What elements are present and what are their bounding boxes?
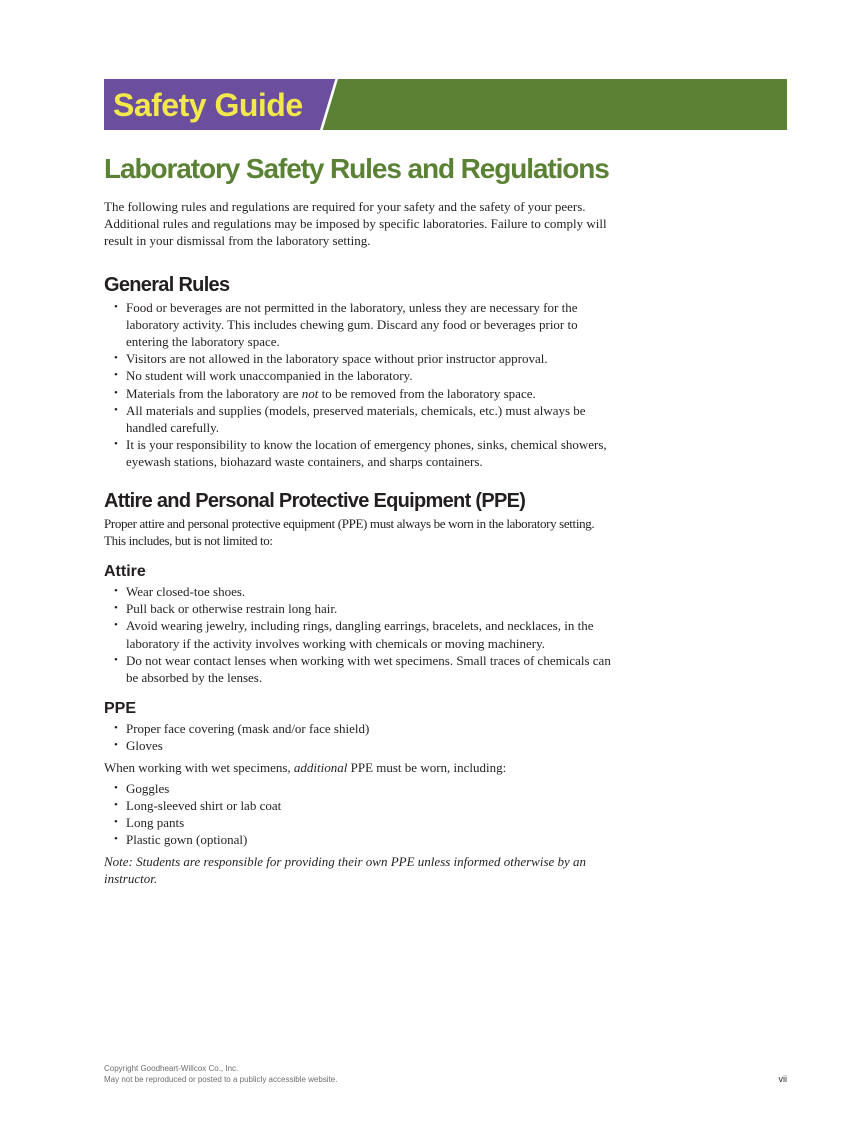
copyright-footer (104, 1063, 337, 1085)
ppe-heading: PPE (104, 700, 137, 718)
list-item (104, 385, 614, 402)
ppe-section-heading: Attire and Personal Protective Equipment (PPE) (104, 489, 526, 512)
list-item: • Goggles (104, 780, 614, 797)
list-item: • It is your responsibility to know the location of emergency phones, sinks, chemical showers, eyewash stations, biohazard waste containers, and sharps containers. (104, 436, 614, 470)
list-item: • Pull back or otherwise restrain long hair. (104, 600, 614, 617)
item-text: to be removed from the laboratory space. (318, 385, 536, 401)
list-item: • Do not wear contact lenses when working with wet specimens. Small traces of chemicals can be absorbed by the lenses. (104, 652, 614, 686)
intro-paragraph: The following rules and regulations are required for your safety and the safety of your peers. Additional rules and regulations may be imposed by specific laboratories. Failure to comply will result in your dismissal from the laboratory setting. (104, 199, 607, 249)
copyright-line: Copyright Goodheart-Willcox Co., Inc. (104, 1064, 239, 1073)
list-item: • All materials and supplies (models, preserved materials, chemicals, etc.) must always be handled carefully. (104, 402, 614, 436)
reproduction-notice: May not be reproduced or posted to a publicly accessible website. (104, 1075, 338, 1084)
wet-ppe-list (104, 780, 614, 849)
page-content (104, 150, 614, 887)
item-emphasis: not (301, 385, 319, 401)
page-number: vii (778, 1074, 787, 1084)
list-item: • Gloves (104, 737, 614, 754)
list-item: • No student will work unaccompanied in the laboratory. (104, 367, 614, 384)
section-banner (104, 79, 787, 130)
list-item: • Visitors are not allowed in the laboratory space without prior instructor approval. (104, 350, 614, 367)
list-item: • Food or beverages are not permitted in the laboratory, unless they are necessary for the laboratory activity. This includes chewing gum. Discard any food or beverages prior to entering the laboratory space. (104, 299, 614, 351)
attire-list (104, 583, 614, 686)
attire-heading: Attire (104, 563, 146, 581)
list-item: • Avoid wearing jewelry, including rings, dangling earrings, bracelets, and necklaces, in the laboratory if the activity involves working with chemicals or moving machinery. (104, 617, 614, 651)
ppe-list (104, 720, 614, 754)
general-rules-heading: General Rules (104, 273, 230, 296)
general-rules-list (104, 299, 614, 471)
paragraph-text: PPE must be worn, including: (347, 759, 507, 775)
paragraph-emphasis: additional (293, 759, 348, 775)
ppe-section-intro: Proper attire and personal protective equipment (PPE) must always be worn in the laboratory setting. This includes, but is not limited to: (104, 515, 595, 548)
paragraph-text: When working with wet specimens, (104, 759, 294, 775)
ppe-note: Note: Students are responsible for providing their own PPE unless informed otherwise by an instructor. (104, 853, 587, 886)
list-item: • Proper face covering (mask and/or face shield) (104, 720, 614, 737)
page-title: Laboratory Safety Rules and Regulations (104, 153, 609, 184)
wet-specimens-intro (104, 759, 614, 776)
list-item: • Wear closed-toe shoes. (104, 583, 614, 600)
list-item: • Long pants (104, 814, 614, 831)
list-item: • Plastic gown (optional) (104, 831, 614, 848)
list-item: • Long-sleeved shirt or lab coat (104, 797, 614, 814)
item-text: Materials from the laboratory are (126, 385, 302, 401)
banner-title: Safety Guide (113, 87, 303, 123)
